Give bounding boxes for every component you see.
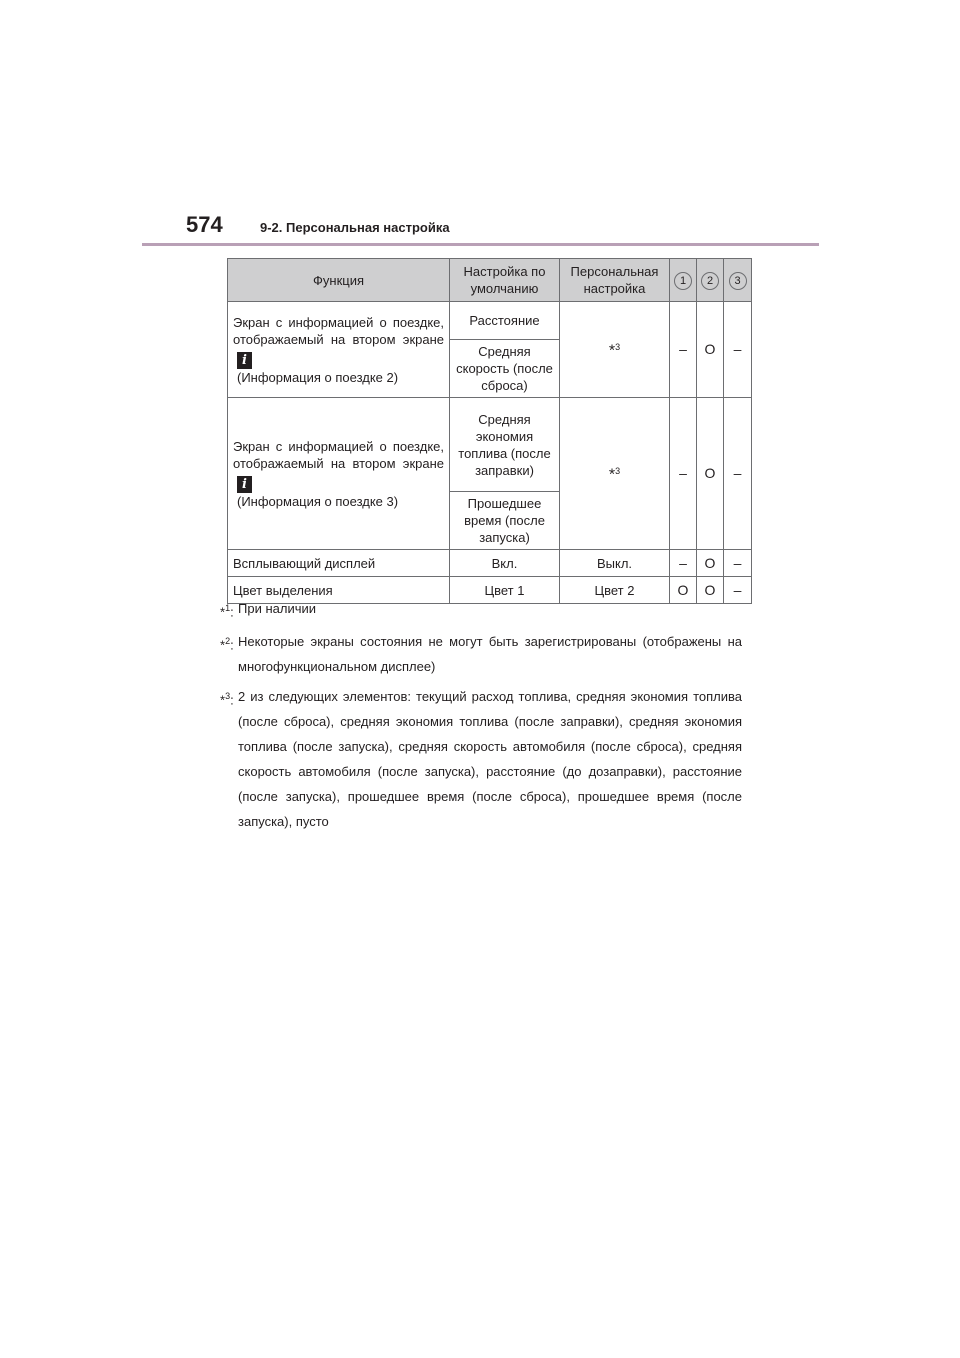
column-header-2 <box>697 259 724 302</box>
custom-cell: Цвет 2 <box>560 577 670 604</box>
footnote-number: 3 <box>225 691 231 702</box>
function-cell: Всплывающий дисплей <box>228 550 450 577</box>
table-row <box>228 550 752 577</box>
mark-cell-3: – <box>724 550 752 577</box>
custom-cell <box>560 398 670 550</box>
footnote-text: При наличии <box>238 601 316 616</box>
footnote-star: * <box>220 604 226 620</box>
function-text: Экран с информацией о поездке, отображаемый на втором экране <box>233 314 444 347</box>
footnote-star: * <box>608 466 616 484</box>
mark-cell-2: O <box>697 398 724 550</box>
footnote <box>220 629 742 679</box>
column-header-custom: Персональная настройка <box>560 259 670 302</box>
custom-cell: Выкл. <box>560 550 670 577</box>
footnote <box>220 684 742 834</box>
footnote-star: * <box>220 692 226 708</box>
default-cell: Расстояние <box>450 302 560 340</box>
column-header-function: Функция <box>228 259 450 302</box>
footnotes <box>220 596 742 839</box>
footnote-star: * <box>608 342 616 360</box>
footnote-marker: *$^1$: <box>220 603 234 620</box>
section-title: 9-2. Персональная настройка <box>260 220 450 235</box>
table-row <box>228 302 752 340</box>
custom-cell <box>560 302 670 398</box>
column-header-1 <box>670 259 697 302</box>
mark-cell-1: O <box>670 577 697 604</box>
footnote <box>220 596 742 624</box>
default-cell: Вкл. <box>450 550 560 577</box>
default-cell: Цвет 1 <box>450 577 560 604</box>
info-icon: i <box>237 352 252 369</box>
mark-cell-1: – <box>670 302 697 398</box>
footnote-number: 1 <box>225 603 231 613</box>
function-cell <box>228 398 450 550</box>
mark-cell-1: – <box>670 550 697 577</box>
mark-cell-1: – <box>670 398 697 550</box>
table-row <box>228 398 752 492</box>
function-note: (Информация о поездке 3) <box>237 493 399 509</box>
footnote-number: 2 <box>225 636 231 647</box>
footnote-text: 2 из следующих элементов: текущий расход топлива, средняя экономия топлива (после сброса), средняя экономия топлива (после заправки), средняя экономия топлива (после запуска), средняя скорость автомобиля (после сброса), средняя скорость автомобиля (после запуска), расстояние (до дозаправки), расстояние (после запуска), прошедшее время (после сброса), прошедшее время (после запуска), пусто <box>238 689 742 830</box>
mark-cell-3: – <box>724 577 752 604</box>
default-cell: Прошедшее время (после запуска) <box>450 492 560 550</box>
footnote-star: * <box>220 637 226 653</box>
footnote-marker: *$^3$: <box>220 691 234 708</box>
mark-cell-3: – <box>724 398 752 550</box>
mark-cell-3: – <box>724 302 752 398</box>
function-cell: Цвет выделения <box>228 577 450 604</box>
table-header-row <box>228 259 752 302</box>
circled-number-2: 2 <box>701 272 719 290</box>
default-cell: Средняя экономия топлива (после заправки) <box>450 398 560 492</box>
column-header-default: Настройка по умолчанию <box>450 259 560 302</box>
header-divider <box>142 243 819 246</box>
mark-cell-2: O <box>697 302 724 398</box>
info-icon: i <box>237 476 252 493</box>
function-cell <box>228 302 450 398</box>
mark-cell-2: O <box>697 550 724 577</box>
footnote-ref: 3 <box>615 466 621 477</box>
default-cell: Средняя скорость (после сброса) <box>450 340 560 398</box>
function-text: Экран с информацией о поездке, отображаемый на втором экране <box>233 438 444 471</box>
circled-number-1: 1 <box>674 272 692 290</box>
circled-number-3: 3 <box>729 272 747 290</box>
footnote-marker: *$^2$: <box>220 636 234 653</box>
function-note: (Информация о поездке 2) <box>237 369 399 385</box>
mark-cell-2: O <box>697 577 724 604</box>
footnote-text: Некоторые экраны состояния не могут быть зарегистрированы (отображены на многофункциональном дисплее) <box>238 634 742 675</box>
page-number: 574 <box>186 212 223 237</box>
footnote-ref: 3 <box>615 342 621 353</box>
column-header-3 <box>724 259 752 302</box>
settings-table <box>227 258 752 604</box>
